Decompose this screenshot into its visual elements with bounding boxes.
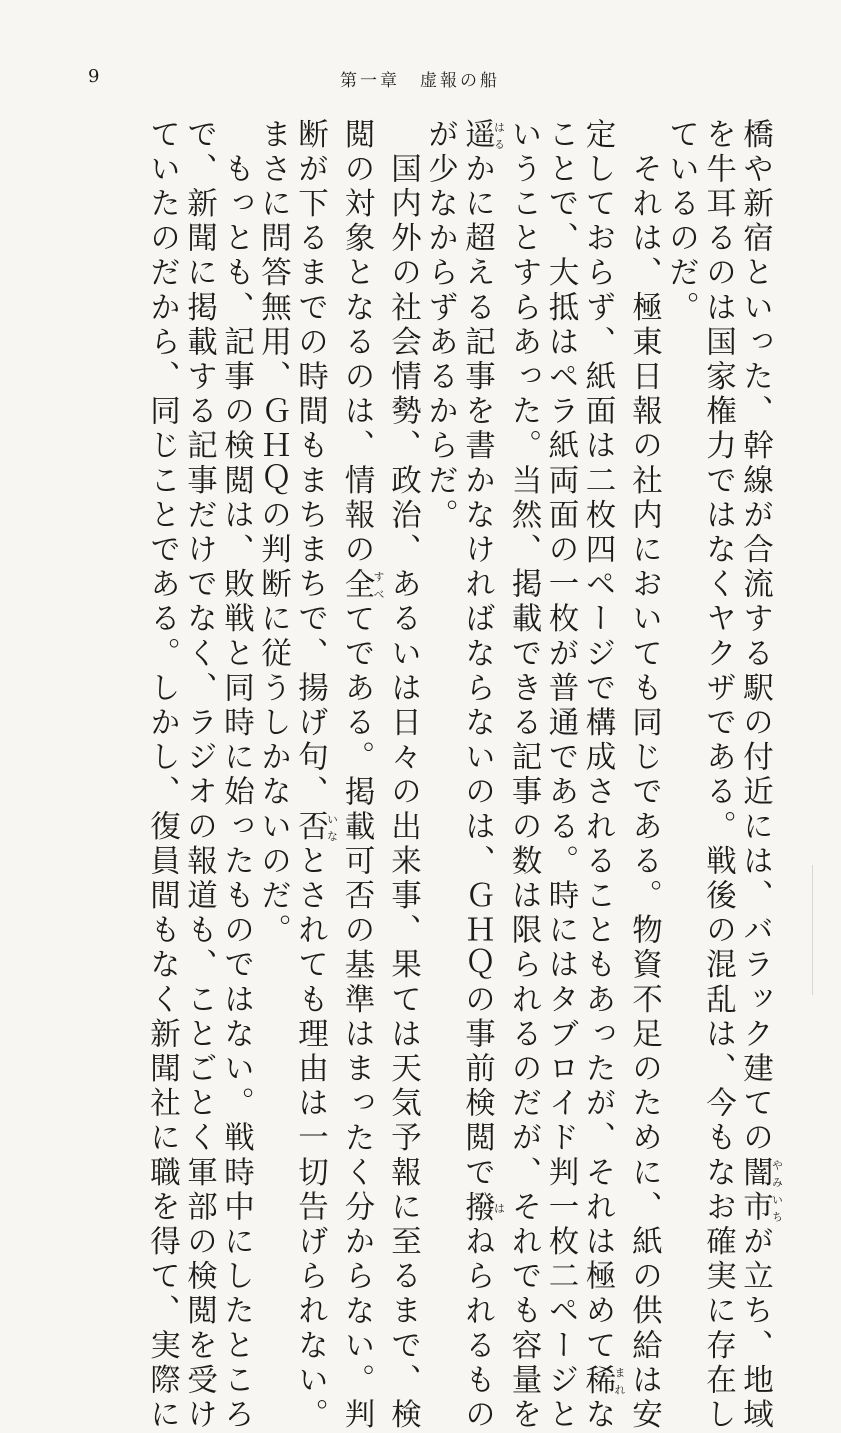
ruby-annotation <box>459 1190 506 1226</box>
text-line <box>459 118 506 1433</box>
text-line <box>505 118 542 1433</box>
ruby-reading: はる <box>492 118 506 153</box>
text-segment: 橋や新宿といった、幹線が合流する駅の付近には、バラック建ての <box>737 118 773 1156</box>
text-segment: な <box>580 1398 615 1433</box>
text-segment: を牛耳るのは国家権力ではなくヤクザである。戦後の混乱は、今もなお確実に存在し <box>700 118 736 1433</box>
ruby-base: 闇市 <box>737 1156 773 1226</box>
text-segment: 国内外の社会情勢、政治、あるいは日々の出来事、果ては天気予報に至るまで、検 <box>385 118 421 1433</box>
ruby-reading: やみいち <box>770 1156 784 1226</box>
ruby-reading: すべ <box>372 567 385 603</box>
text-segment: が立ち、地域 <box>737 1225 773 1433</box>
text-segment: とされても理由は一切告げられない。 <box>292 844 328 1433</box>
page-number: 9 <box>88 66 101 87</box>
ruby-annotation <box>459 118 506 153</box>
text-segment: ねられるもの <box>459 1225 495 1433</box>
ruby-reading: いな <box>325 810 339 845</box>
text-segment: 定しておらず、紙面は二枚四ページで構成されることもあったが、それは極めて <box>580 118 615 1364</box>
text-line <box>700 118 737 1433</box>
text-segment: まさに問答無用、ＧＨＱの判断に従うしかないのだ。 <box>255 118 291 949</box>
text-line <box>422 118 459 1158</box>
ruby-base: 遥 <box>459 118 495 153</box>
text-segment: ことで、大抵はペラ紙両面の一枚が普通である。時にはタブロイド判一枚二ページと <box>543 118 578 1433</box>
text-segment: ているのだ。 <box>663 118 699 326</box>
text-segment: が少なからずあるからだ。 <box>422 118 458 534</box>
text-segment: もっとも、記事の検閲は、敗戦と同時に始ったものではない。戦時中にしたところ <box>218 118 254 1433</box>
ruby-base: 否 <box>292 810 328 845</box>
text-line <box>181 118 218 1433</box>
page-edge-shadow <box>812 865 813 995</box>
text-line <box>144 118 181 1433</box>
ruby-annotation <box>339 567 385 603</box>
text-segment: いうことすらあった。当然、掲載できる記事の数は限られるのだが、それでも容量を <box>506 118 541 1433</box>
text-segment: それは、極東日報の社内においても同じである。物資不足のために、紙の供給は安 <box>626 118 662 1433</box>
text-segment: てである。掲載可否の基準はまったく分からない。判 <box>339 602 374 1433</box>
ruby-base: 全 <box>339 567 374 603</box>
text-segment: かに超える記事を書かなければならないのは、ＧＨＱの事前検閲で <box>459 152 495 1191</box>
text-line <box>542 118 579 1433</box>
text-segment: で、新聞に掲載する記事だけでなく、ラジオの報道も、ことごとく軍部の検閲を受け <box>181 118 217 1433</box>
text-segment: 断が下るまでの時間もまちまちで、揚げ句、 <box>292 118 328 810</box>
text-segment: 閲の対象となるのは、情報の <box>339 118 374 568</box>
text-line <box>385 118 422 1433</box>
text-line <box>663 118 700 1158</box>
vertical-body-text <box>88 118 784 1433</box>
text-line <box>338 118 385 1433</box>
ruby-reading: まれ <box>613 1363 626 1399</box>
text-segment: ていたのだから、同じことである。しかし、復員間もなく新聞社に職を得て、実際に <box>144 118 180 1433</box>
ruby-base: 撥 <box>459 1190 495 1226</box>
text-line <box>626 118 663 1433</box>
ruby-annotation <box>292 810 339 845</box>
text-line <box>218 118 255 1433</box>
text-line <box>292 118 339 1433</box>
ruby-base: 稀 <box>580 1363 615 1399</box>
text-line <box>255 118 292 1158</box>
running-title: 第一章 虚報の船 <box>340 71 500 91</box>
ruby-annotation <box>580 1363 626 1399</box>
ruby-reading: は <box>492 1190 506 1226</box>
text-line <box>579 118 626 1433</box>
ruby-annotation <box>737 1156 784 1226</box>
text-line <box>737 118 784 1433</box>
